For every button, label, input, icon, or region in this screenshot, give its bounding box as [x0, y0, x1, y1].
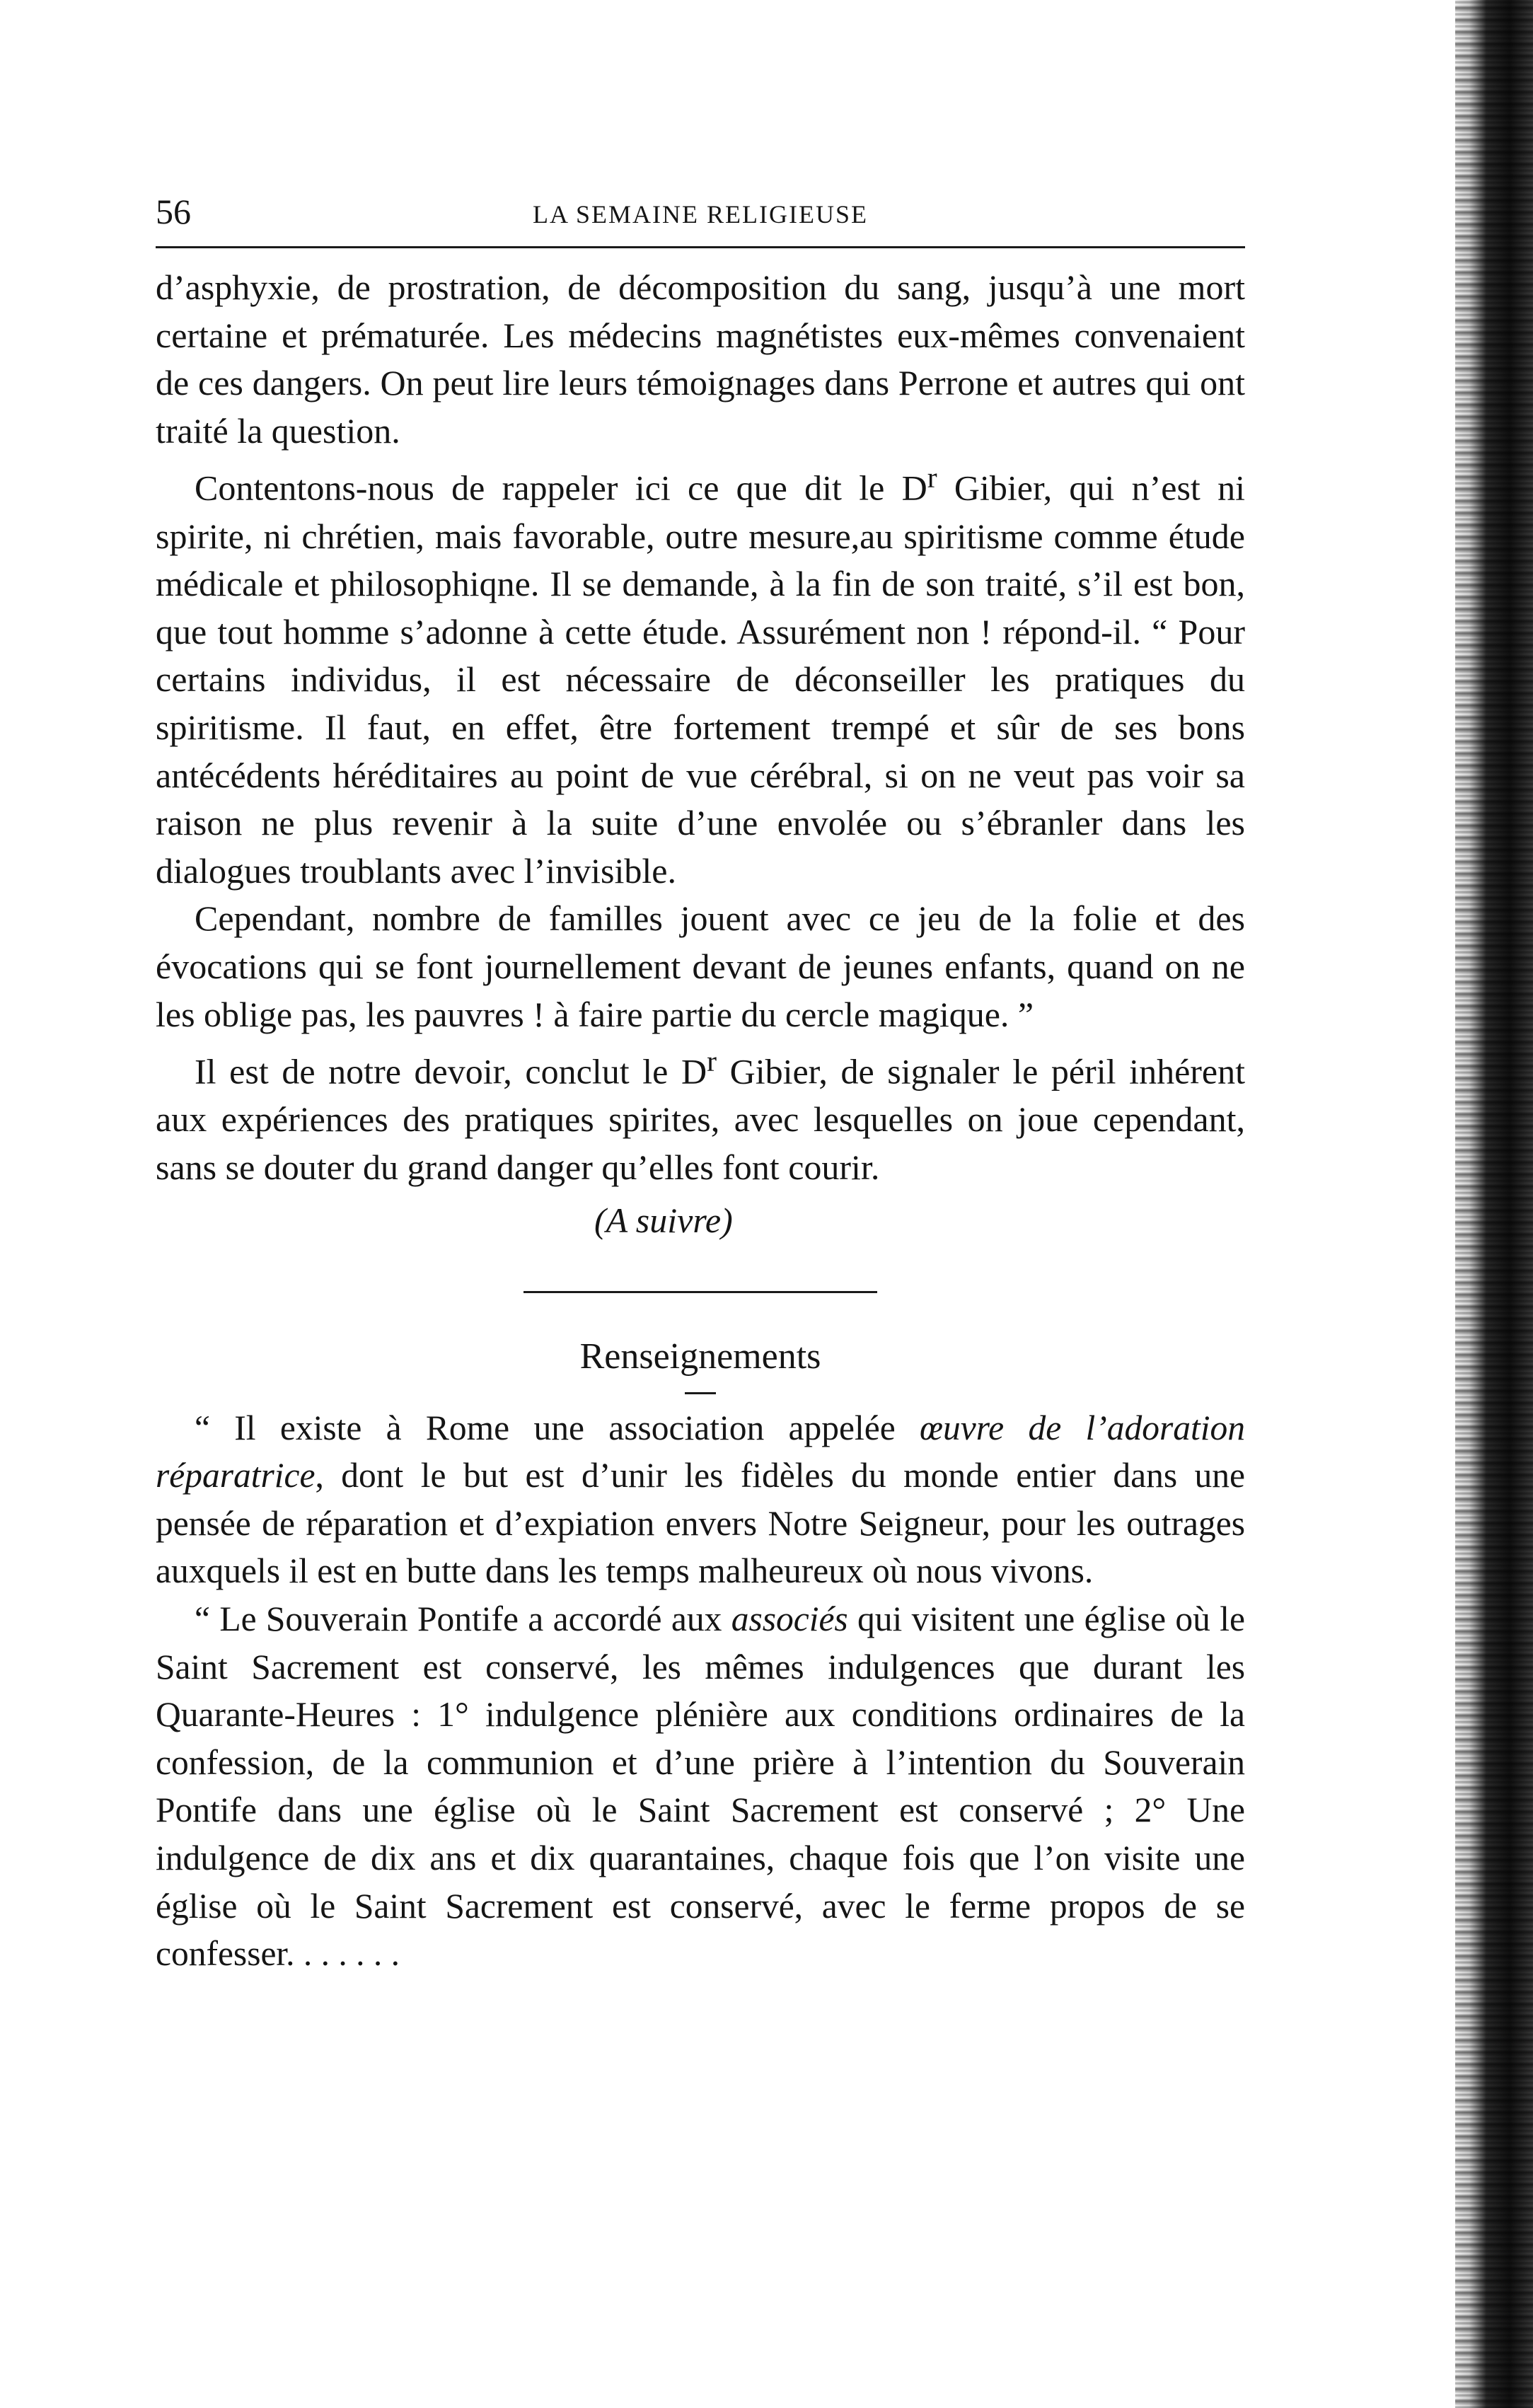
paragraph-3: Cependant, nombre de familles jouent avec ce jeu de la folie et des évocations qui se font journellement devant de jeunes enfants, quand on ne les oblige pas, les pauvres ! à faire partie du cercle magique. ”	[156, 898, 1245, 1034]
title-underline	[685, 1392, 716, 1394]
section-paragraph-2-open: “ Le Souverain Pontife a accordé aux	[195, 1599, 731, 1638]
dr-superscript: r	[927, 462, 937, 495]
association-name: œuvre de l’adoration réparatrice	[156, 1408, 1245, 1495]
section-divider	[523, 1291, 877, 1293]
section-paragraph-1	[156, 1404, 1245, 1595]
article-body	[156, 264, 1245, 1192]
paragraph-2-part-2: Gibier, qui n’est ni spirite, ni chrétien, mais favorable, outre mesure,au spiritisme comme étude médicale et philosophiqne. Il se demande, à la fin de son traité, s’il est bon, que tout homme s’adonne à cette étude. Assurément non ! répond-il. “ Pour certains individus, il est nécessaire de déconseiller les pratiques du spiritisme. Il faut, en effet, être fortement trempé et sûr de ses bons antécédents héréditaires au point de vue cérébral, si on ne veut pas voir sa raison ne plus revenir à la suite d’une envolée ou s’ébranler dans les dialogues troublants avec l’invisible.	[156, 468, 1245, 891]
paragraph-2	[156, 455, 1245, 895]
page-header	[156, 177, 1245, 241]
section-paragraph-1-rest: , dont le but est d’unir les fidèles du monde entier dans une pensée de réparation et d’expiation envers Notre Seigneur, pour les outrages auxquels il est en butte dans les temps malheureux où nous vivons.	[156, 1456, 1245, 1591]
scanned-page-edge	[1455, 0, 1533, 2408]
section-paragraph-2	[156, 1595, 1245, 1978]
dr-superscript: r	[707, 1046, 717, 1079]
paragraph-4-part-2: Gibier, de signaler le péril inhérent aux expériences des pratiques spirites, avec lesquelles on joue cependant, sans se douter du grand danger qu’elles font courir.	[156, 1051, 1246, 1187]
to-be-continued: (A suivre)	[594, 1200, 733, 1240]
section-body	[156, 1404, 1245, 1978]
section-paragraph-1-open: “ Il existe à Rome une association appelée	[195, 1408, 920, 1447]
page-number: 56	[156, 192, 191, 231]
paragraph-4-part-1: Il est de notre devoir, conclut le D	[195, 1051, 707, 1092]
section-paragraph-2-rest: qui visitent une église où le Saint Sacrement est conservé, les mêmes indulgences que durant les Quarante-Heures : 1° indulgence plénière aux conditions ordinaires de la confession, de la communion et d’une prière à l’intention du Souverain Pontife dans une église où le Saint Sacrement est conservé ; 2° Une indulgence de dix ans et dix quarantaines, chaque fois que l’on visite une église où le Saint Sacrement est conservé, avec le ferme propos de se confesser. . . . . . .	[156, 1599, 1245, 1974]
header-rule	[156, 246, 1245, 248]
associates-term: associés	[731, 1599, 848, 1638]
paragraph-1: d’asphyxie, de prostration, de décomposition du sang, jusqu’à une mort certaine et prématurée. Les médecins magnétistes eux-mêmes convenaient de ces dangers. On peut lire leurs témoignages dans Perrone et autres qui ont traité la question.	[156, 267, 1245, 451]
running-title: LA SEMAINE RELIGIEUSE	[533, 200, 868, 228]
paragraph-2-part-1: Contentons-nous de rappeler ici ce que dit le D	[195, 468, 927, 509]
paragraph-4	[156, 1038, 1245, 1191]
document-page	[156, 177, 1245, 1978]
section-title: Renseignements	[579, 1336, 821, 1377]
